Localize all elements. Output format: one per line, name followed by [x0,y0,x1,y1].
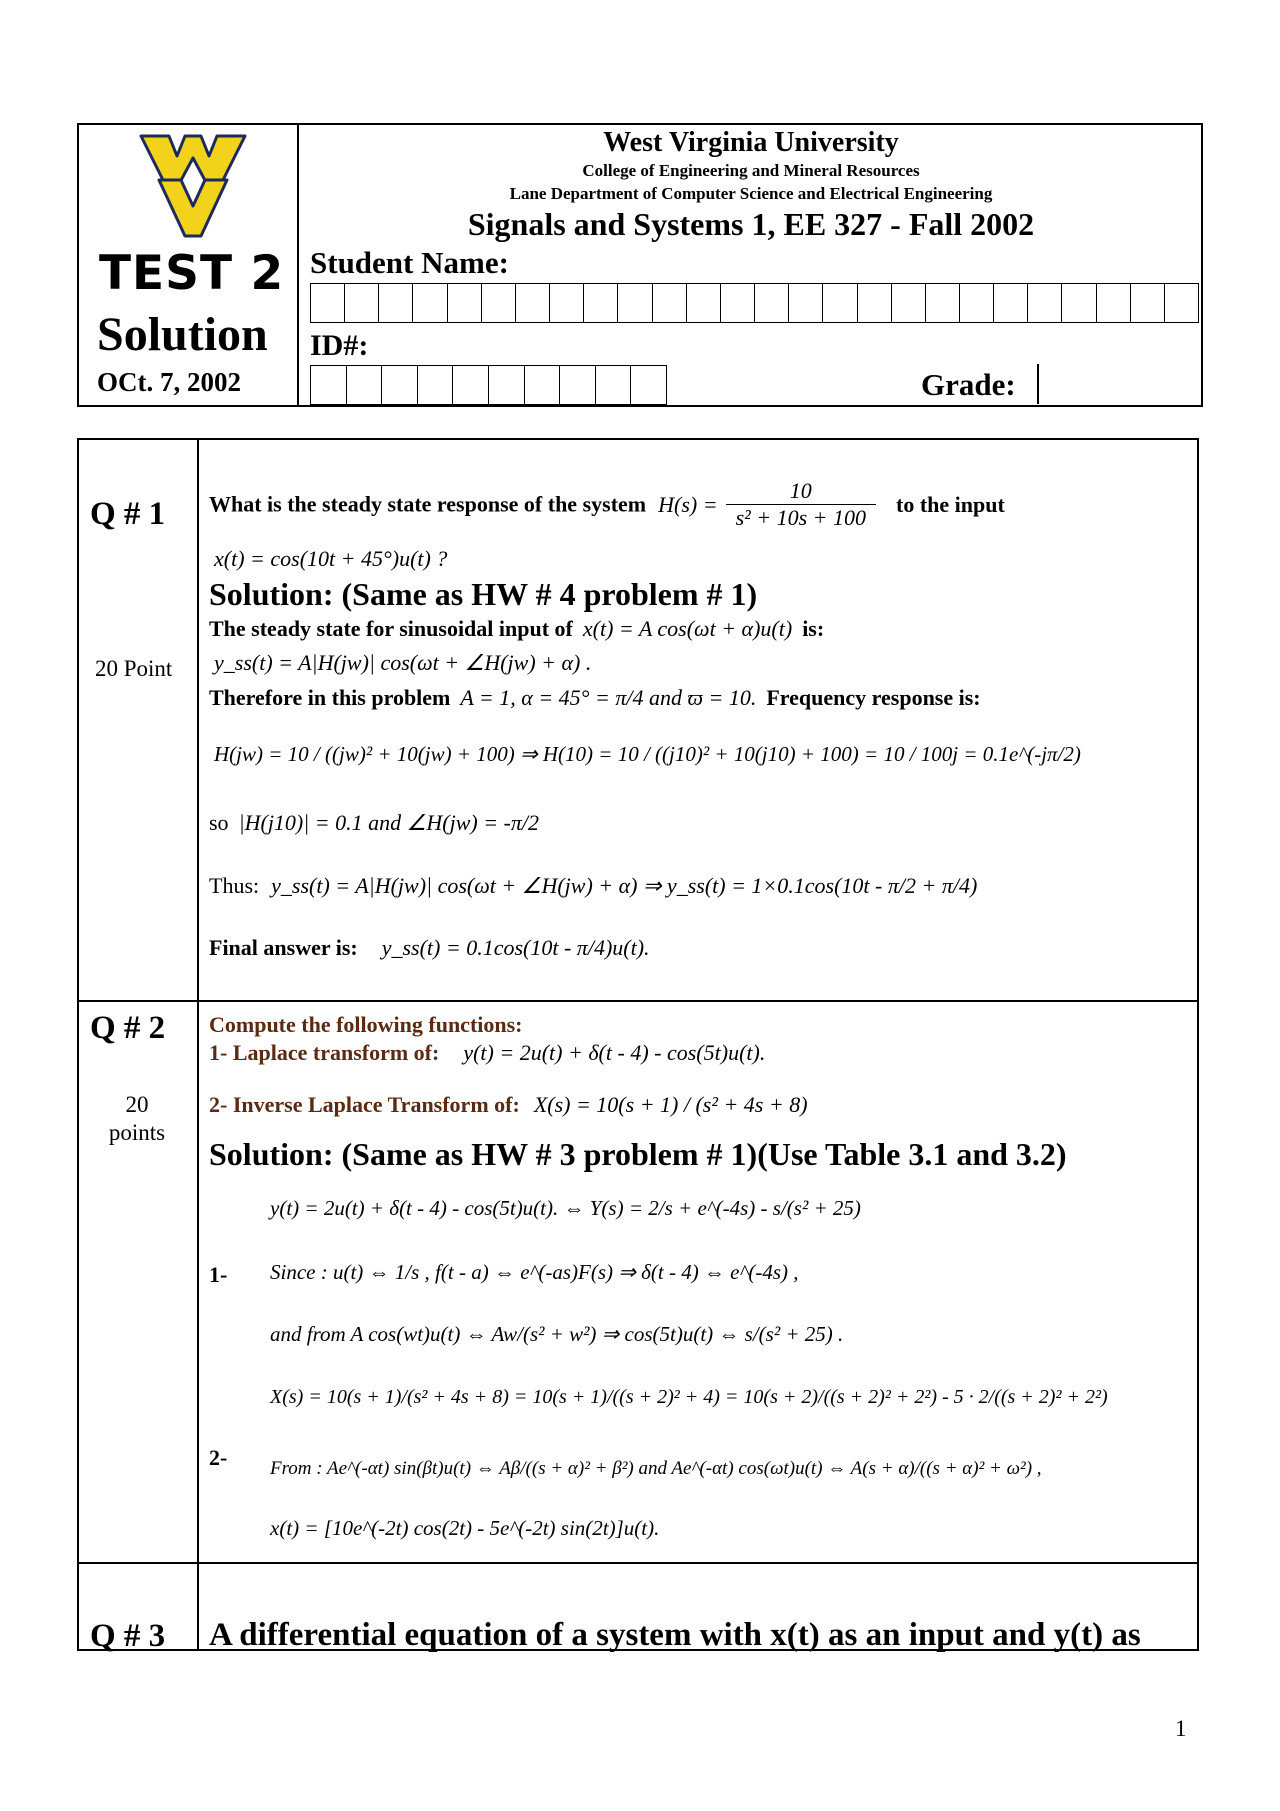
wvu-logo-icon [139,132,249,242]
q1-line6: Thus: y_ss(t) = A|H(jw)| cos(ωt + ∠H(jw) + α) ⇒ y_ss(t) = 1×0.1cos(10t - π/2 + π/4) [209,873,978,898]
grade-field[interactable] [1037,364,1039,404]
q1-question-post: to the input [896,491,1005,517]
q2-item1: 1- Laplace transform of: y(t) = 2u(t) + δ(t - 4) - cos(5t)u(t). [209,1040,766,1065]
q1-question: What is the steady state response of the system H(s) = $\frac{10}{\text{s² + 10s + 100}}$ to the input [209,478,1005,530]
test-date: OCt. 7, 2002 [97,367,241,397]
row-divider [77,1000,1199,1002]
college-name: College of Engineering and Mineral Resources [582,161,920,180]
student-name-label: Student Name: [310,245,509,280]
q1-final-answer: Final answer is: y_ss(t) = 0.1cos(10t - π/4)u(t). [209,935,650,960]
q2-points-value: 20 [125,1092,149,1117]
label-column-divider [197,438,199,1651]
course-title: Signals and Systems 1, EE 327 - Fall 2002 [467,206,1035,242]
q2-points-unit: points [108,1120,166,1145]
q1-points: 20 Point [95,656,173,681]
q2-solution-line3: and from A cos(wt)u(t) ⇔ Aw/(s² + w²) ⇒ cos(5t)u(t) ⇔ s/(s² + 25) . [270,1322,844,1346]
university-name: West Virginia University [603,127,899,158]
q1-solution-title: Solution: (Same as HW # 4 problem # 1) [209,576,758,612]
q2-solution-line1: y(t) = 2u(t) + δ(t - 4) - cos(5t)u(t). ⇔ Y(s) = 2/s + e^(-4s) - s/(s² + 25) [270,1196,861,1220]
q2-step1-number: 1- [209,1262,228,1287]
q2-label: Q # 2 [90,1010,166,1046]
q2-item2: 2- Inverse Laplace Transform of: X(s) = 10(s + 1) / (s² + 4s + 8) [209,1092,808,1117]
q2-compute-heading: Compute the following functions: [209,1012,523,1037]
q2-solution-line4: X(s) = 10(s + 1)/(s² + 4s + 8) = 10(s + 1)/((s + 2)² + 4) = 10(s + 2)/((s + 2)² + 2²) - 5 · 2/((s + 2)² + 2²) [270,1386,1108,1408]
q2-solution-line2: Since : u(t) ⇔ 1/s , f(t - a) ⇔ e^(-as)F(s) ⇒ δ(t - 4) ⇔ e^(-4s) , [270,1260,799,1284]
q1-label: Q # 1 [90,496,166,532]
q3-text: A differential equation of a system with x(t) as an input and y(t) as [209,1617,1141,1653]
q1-line4: H(jw) = 10 / ((jw)² + 10(jw) + 100) ⇒ H(10) = 10 / ((j10)² + 10(j10) + 100) = 10 / 100j = 0.1e^(-jπ/2) [214,742,1081,766]
q1-line3: Therefore in this problem A = 1, α = 45° = π/4 and ϖ = 10. Frequency response is: [209,685,981,710]
q2-solution-line5: From : Ae^(-αt) sin(βt)u(t) ⇔ Aβ/((s + α)² + β²) and Ae^(-αt) cos(ωt)u(t) ⇔ A(s + α)/((s + α)² + ω²) , [270,1458,1042,1479]
q1-question-pre: What is the steady state response of the system [209,491,647,517]
q2-step2-number: 2- [209,1445,228,1470]
id-field[interactable] [310,365,667,405]
q1-input-signal: x(t) = cos(10t + 45°)u(t) ? [214,546,448,571]
q3-label: Q # 3 [90,1618,166,1654]
grade-label: Grade: [921,367,1016,402]
page-number: 1 [1175,1716,1187,1741]
test-subtitle: Solution [97,308,268,361]
student-name-field[interactable] [310,283,1199,323]
id-label: ID#: [310,329,369,362]
department-name: Lane Department of Computer Science and Electrical Engineering [509,184,993,203]
test-title: TEST 2 [99,246,285,301]
q2-solution-line6: x(t) = [10e^(-2t) cos(2t) - 5e^(-2t) sin(2t)]u(t). [270,1516,660,1540]
q2-solution-title: Solution: (Same as HW # 3 problem # 1)(Use Table 3.1 and 3.2) [209,1136,1067,1172]
q1-line2: y_ss(t) = A|H(jw)| cos(ωt + ∠H(jw) + α) . [214,650,592,675]
q1-line5: so |H(j10)| = 0.1 and ∠H(jw) = -π/2 [209,810,540,835]
q1-transfer-function: $\frac{10}{\text{s² + 10s + 100}}$ [726,478,876,531]
row-divider [77,1562,1199,1564]
q1-line1: The steady state for sinusoidal input of x(t) = A cos(ωt + α)u(t) is: [209,616,825,641]
